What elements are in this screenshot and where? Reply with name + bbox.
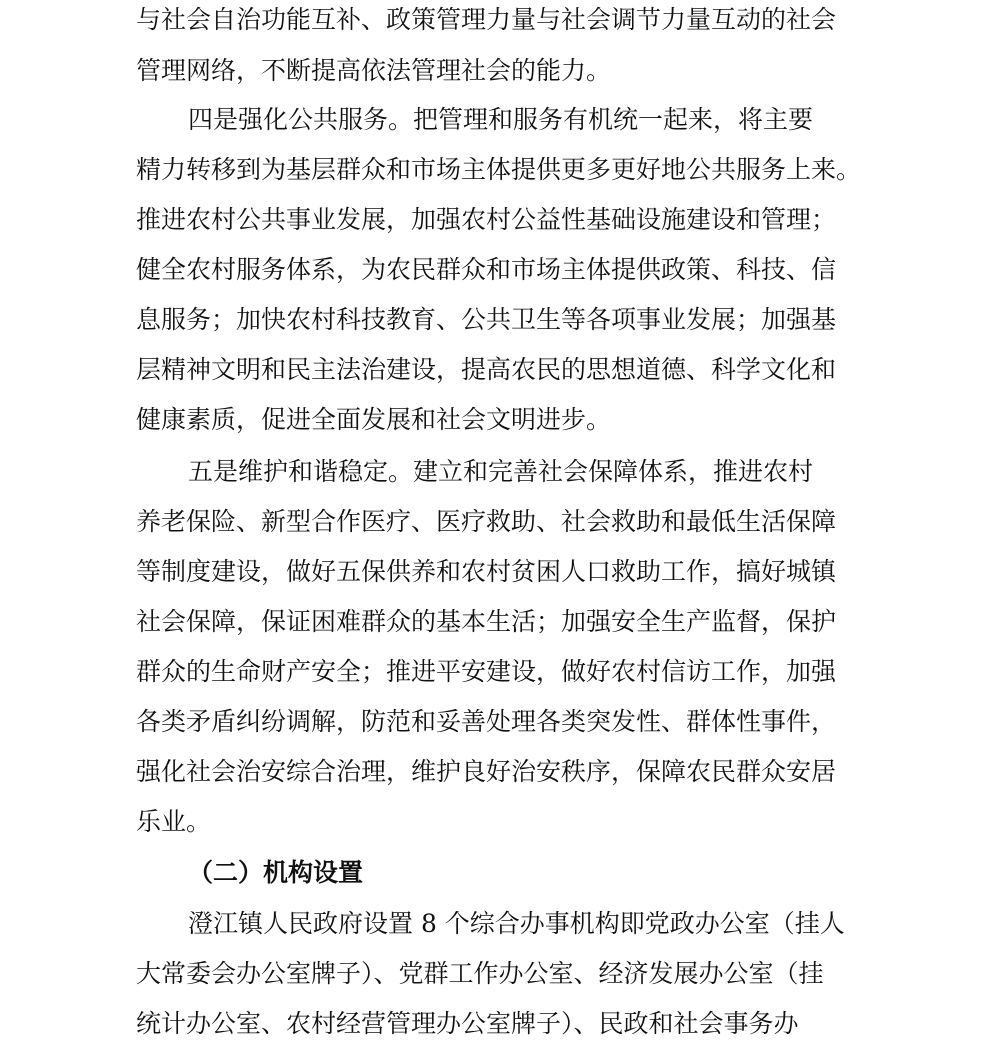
text-line: 推进农村公共事业发展，加强农村公益性基础设施建设和管理； [136, 205, 837, 234]
text-line: 统计办公室、农村经营管理办公室牌子）、民政和社会事务办 [136, 1009, 799, 1038]
text-line: 群众的生命财产安全；推进平安建设，做好农村信访工作，加强 [136, 657, 837, 686]
text-line: 养老保险、新型合作医疗、医疗救助、社会救助和最低生活保障 [136, 507, 837, 536]
text-line: 大常委会办公室牌子）、党群工作办公室、经济发展办公室（挂 [136, 959, 824, 988]
text-line: 息服务；加快农村科技教育、公共卫生等各项事业发展；加强基 [136, 305, 837, 334]
paragraph-start-line: 五是维护和谐稳定。建立和完善社会保障体系，推进农村 [188, 457, 814, 486]
text-line: 管理网络，不断提高依法管理社会的能力。 [136, 56, 612, 85]
text-line: 精力转移到为基层群众和市场主体提供更多更好地公共服务上来。 [136, 155, 862, 184]
text-line: 等制度建设，做好五保供养和农村贫困人口救助工作，搞好城镇 [136, 557, 837, 586]
text-line: 健全农村服务体系，为农民群众和市场主体提供政策、科技、信 [136, 255, 837, 284]
text-line: 健康素质，促进全面发展和社会文明进步。 [136, 405, 612, 434]
text-line: 社会保障，保证困难群众的基本生活；加强安全生产监督，保护 [136, 607, 837, 636]
text-line: 各类矛盾纠纷调解，防范和妥善处理各类突发性、群体性事件， [136, 707, 837, 736]
paragraph-start-line: 澄江镇人民政府设置 8 个综合办事机构即党政办公室（挂人 [188, 909, 845, 938]
text-line: 层精神文明和民主法治建设，提高农民的思想道德、科学文化和 [136, 355, 837, 384]
text-line: 强化社会治安综合治理，维护良好治安秩序，保障农民群众安居 [136, 757, 837, 786]
text-line: 乐业。 [136, 807, 212, 836]
text-line: 与社会自治功能互补、政策管理力量与社会调节力量互动的社会 [136, 5, 837, 34]
paragraph-start-line: 四是强化公共服务。把管理和服务有机统一起来，将主要 [188, 105, 814, 134]
section-heading: （二）机构设置 [188, 858, 364, 887]
